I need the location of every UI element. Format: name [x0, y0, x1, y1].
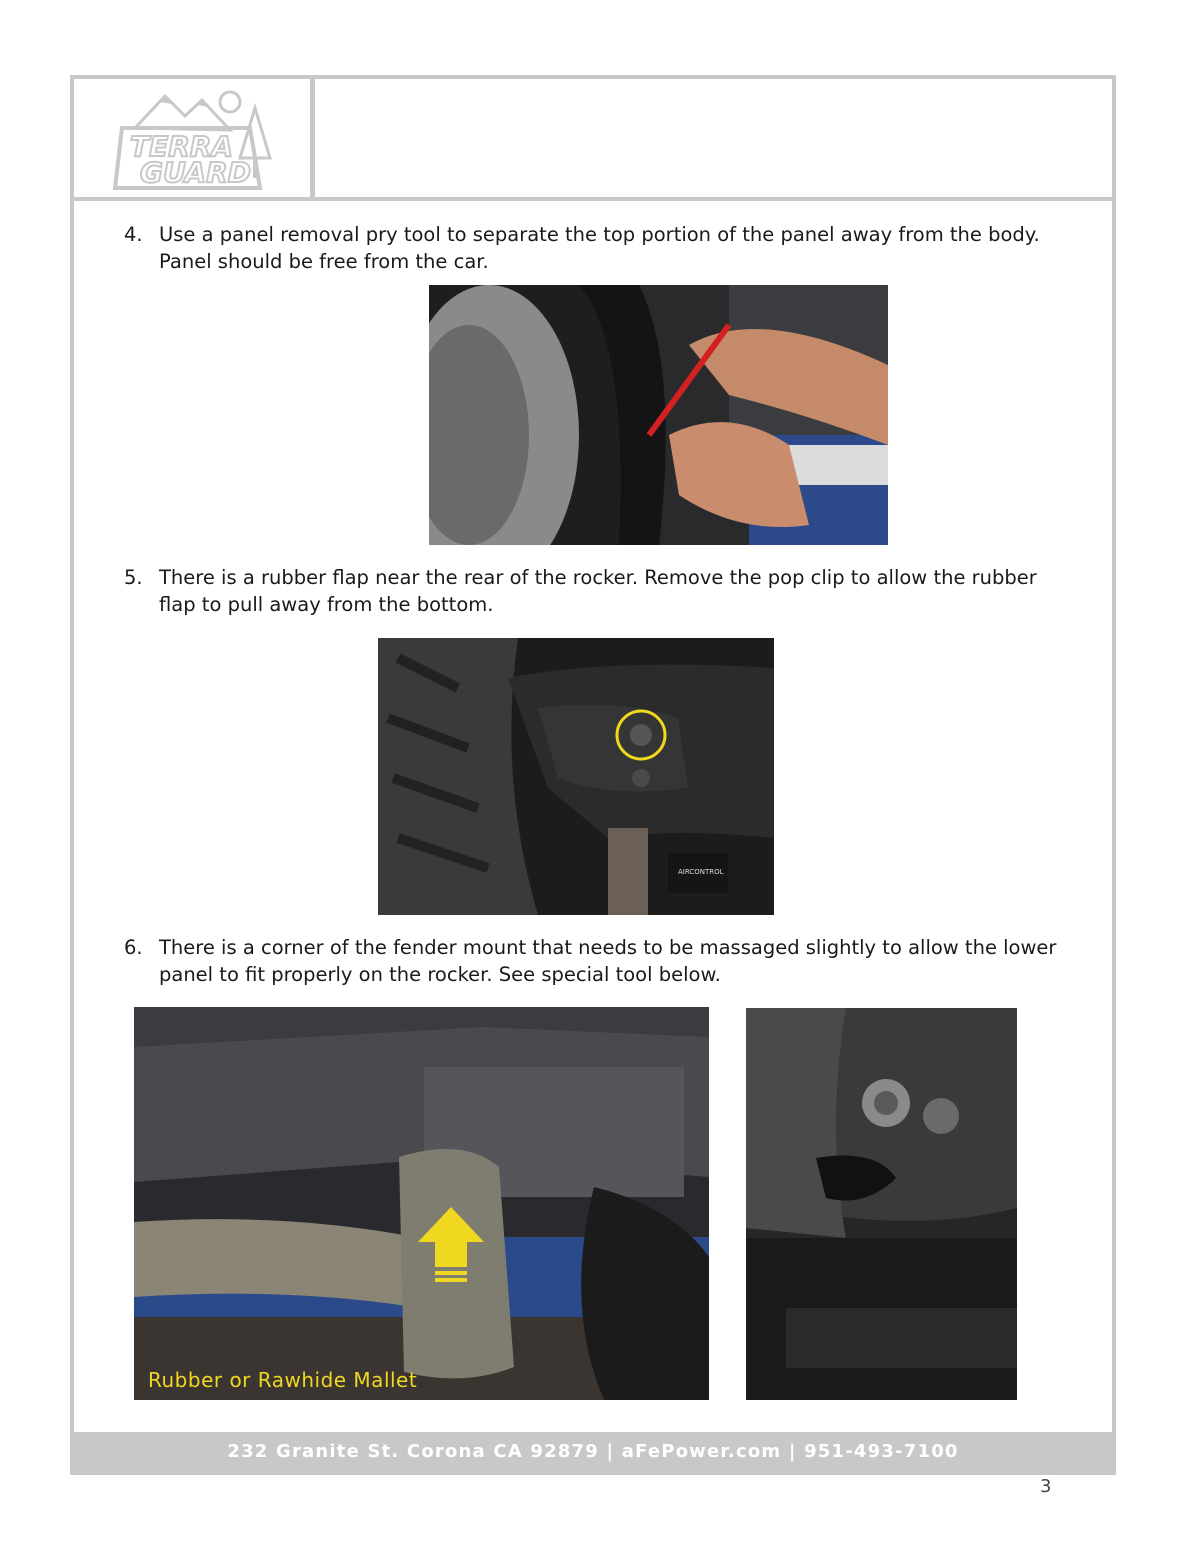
page-number: 3 — [1040, 1476, 1052, 1497]
step-number: 5. — [124, 566, 143, 589]
photo-closeup — [746, 1008, 1017, 1400]
step-number: 4. — [124, 223, 143, 246]
header-divider — [310, 79, 315, 201]
shock-label: AIRCONTROL — [678, 868, 724, 876]
footer-contact: 232 Granite St. Corona CA 92879 | aFePower.com | 951-493-7100 — [74, 1432, 1112, 1472]
step-text: Use a panel removal pry tool to separate the top portion of the panel away from the body. Panel should be free from the car. — [159, 223, 1040, 273]
logo-line1: TERRA — [130, 130, 234, 163]
photo-pop-clip — [378, 638, 774, 915]
photo-mallet — [134, 1007, 709, 1400]
step-text: There is a rubber flap near the rear of the rocker. Remove the pop clip to allow the rubber flap to pull away from the bottom. — [159, 566, 1037, 616]
step-text: There is a corner of the fender mount that needs to be massaged slightly to allow the lower panel to fit properly on the rocker. See special tool below. — [159, 936, 1057, 986]
mallet-caption: Rubber or Rawhide Mallet — [148, 1368, 418, 1392]
terra-guard-logo-icon — [110, 88, 280, 196]
step-number: 6. — [124, 936, 143, 959]
photo-pry-tool — [429, 285, 888, 545]
logo-line2: GUARD — [140, 156, 251, 189]
